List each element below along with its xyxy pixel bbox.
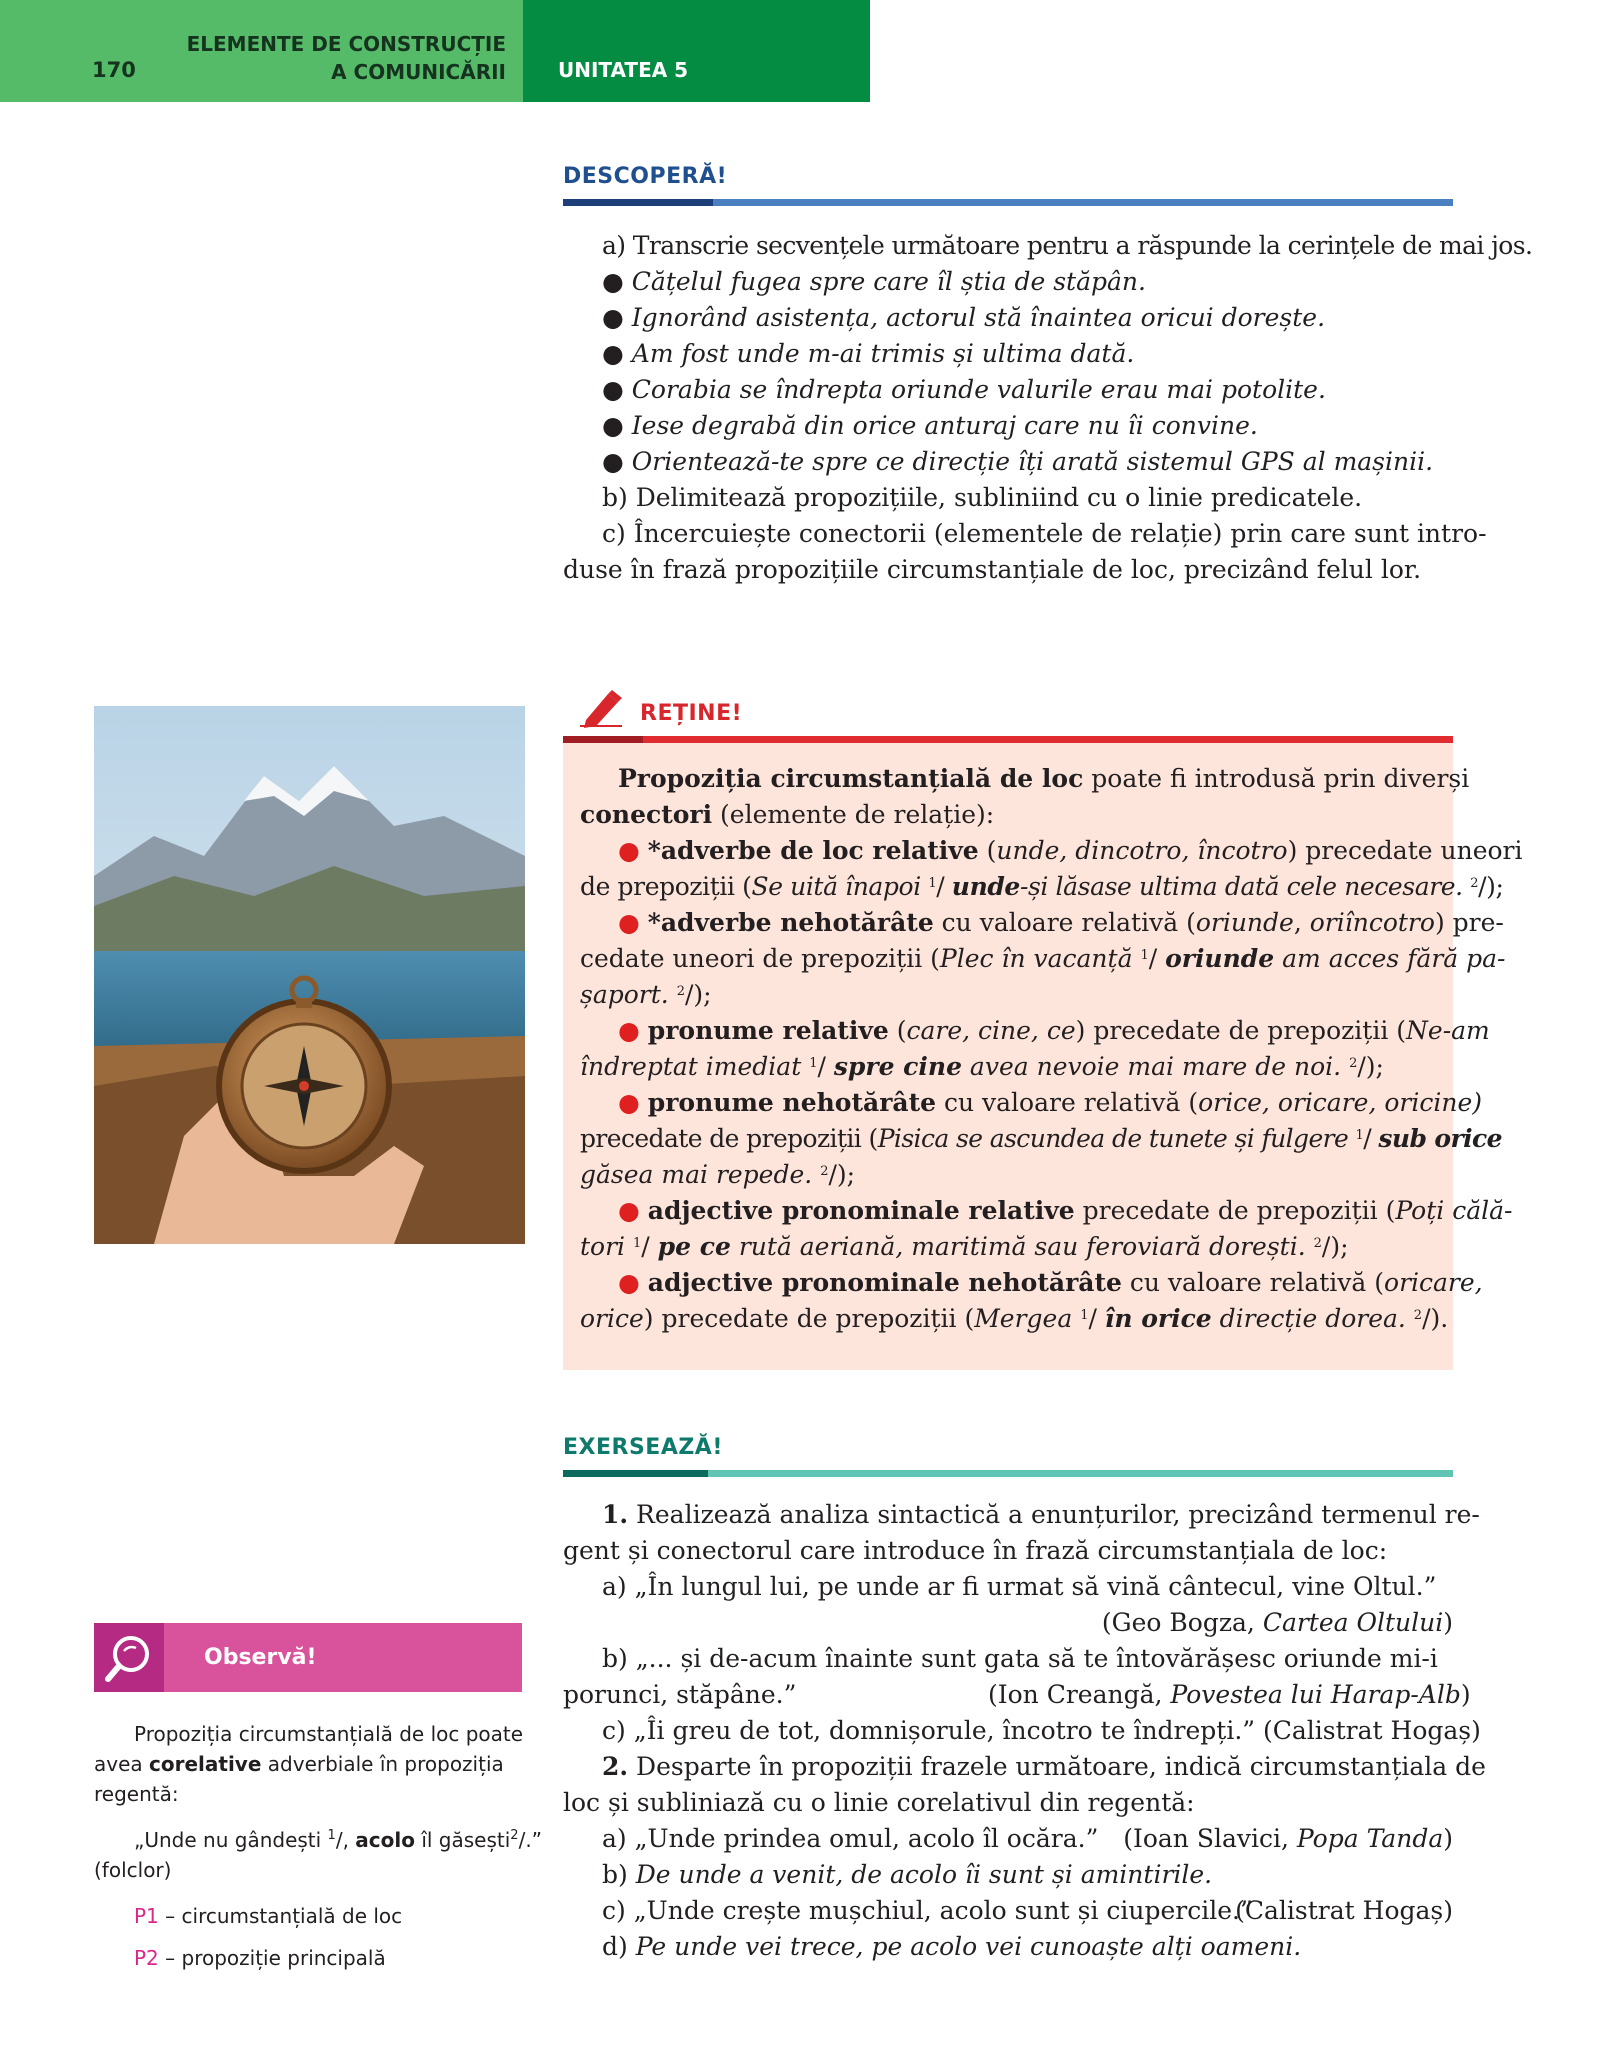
- retine-point-adverbe-nehotarate: ● *adverbe nehotărâte cu valoare relativă (oriunde, oriîncotro) pre-: [618, 908, 1504, 937]
- compass-mountain-photo: [94, 706, 525, 1244]
- descopera-item: ● Iese degrabă din orice anturaj care nu îi convine.: [602, 411, 1258, 440]
- observa-example: „Unde nu gândești $^1$/, acolo îl găsești$^2$/.”: [134, 1828, 543, 1852]
- retine-point-line: găsea mai repede. $^2$/);: [580, 1160, 856, 1189]
- ex2-d: d) Pe unde vei trece, pe acolo vei cunoaște alți oameni.: [602, 1932, 1302, 1961]
- ex2-line2: loc și subliniază cu o linie corelativul din regentă:: [563, 1788, 1195, 1817]
- ex1-b-line2: porunci, stăpâne.”: [563, 1680, 797, 1709]
- observa-p2: P2 – propoziție principală: [134, 1946, 386, 1970]
- retine-point-line: orice) precedate de prepoziții (Mergea $^1$/ în orice direcție dorea. $^2$/).: [580, 1304, 1449, 1333]
- magnifier-icon: [94, 1623, 164, 1692]
- retine-point-pronume-relative: ● pronume relative (care, cine, ce) precedate de prepoziții (Ne-am: [618, 1016, 1490, 1045]
- retine-point-line: îndreptat imediat $^1$/ spre cine avea nevoie mai mare de noi. $^2$/);: [580, 1052, 1384, 1081]
- descopera-item: ● Ignorând asistența, actorul stă înaintea oricui dorește.: [602, 303, 1326, 332]
- ex1-b-source: (Ion Creangă, Povestea lui Harap-Alb): [988, 1680, 1471, 1709]
- ex1-a-source: (Geo Bogza, Cartea Oltului): [1101, 1608, 1453, 1637]
- ex2-line1: 2. Desparte în propoziții frazele următoare, indică circumstanțiala de: [602, 1752, 1486, 1781]
- retine-point-line: șaport. $^2$/);: [580, 980, 712, 1009]
- retine-point-pronume-nehotarate: ● pronume nehotărâte cu valoare relativă (orice, oricare, oricine): [618, 1088, 1482, 1117]
- descopera-bar-light: [713, 199, 1453, 206]
- ex2-c: c) „Unde crește mușchiul, acolo sunt și ciupercile.”: [602, 1896, 1253, 1925]
- ex1-c: c) „Îi greu de tot, domnișorule, încotro te îndrepți.” (Calistrat Hogaș): [602, 1716, 1481, 1745]
- retine-point-line: precedate de prepoziții (Pisica se ascundea de tunete și fulgere $^1$/ sub orice: [580, 1124, 1502, 1153]
- retine-point-line: de prepoziții (Se uită înapoi $^1$/ unde-și lăsase ultima dată cele necesare. $^2$/);: [580, 872, 1504, 901]
- descopera-item: ● Corabia se îndrepta oriunde valurile erau mai potolite.: [602, 375, 1326, 404]
- observa-p1: P1 – circumstanțială de loc: [134, 1904, 403, 1928]
- retine-intro-line1: Propoziția circumstanțială de loc poate fi introdusă prin diverși: [618, 764, 1470, 793]
- observa-example-source: (folclor): [94, 1858, 172, 1882]
- ex2-c-source: (Calistrat Hogaș): [1235, 1896, 1453, 1925]
- retine-bar-dark: [563, 736, 643, 743]
- descopera-title: DESCOPERĂ!: [563, 164, 728, 189]
- retine-point-line: cedate uneori de prepoziții (Plec în vacanță $^1$/ oriunde am acces fără pa-: [580, 944, 1506, 973]
- retine-intro-line2: conectori (elemente de relație):: [580, 800, 995, 829]
- exerseaza-title: EXERSEAZĂ!: [563, 1435, 723, 1460]
- observa-line3: regentă:: [94, 1782, 179, 1806]
- ex2-a: a) „Unde prindea omul, acolo îl ocăra.”: [602, 1824, 1099, 1853]
- ex2-b: b) De unde a venit, de acolo îi sunt și amintirile.: [602, 1860, 1213, 1889]
- ex1-line2: gent și conectorul care introduce în frază circumstanțiala de loc:: [563, 1536, 1388, 1565]
- ex1-b: b) „... și de-acum înainte sunt gata să te întovărășesc oriunde mi-i: [602, 1644, 1438, 1673]
- retine-bar-light: [643, 736, 1453, 743]
- retine-point-adverbe-relative: ● *adverbe de loc relative (unde, dincotro, încotro) precedate uneori: [618, 836, 1523, 865]
- observa-title: Observă!: [204, 1645, 317, 1670]
- retine-pencil-icon: [578, 688, 624, 728]
- observa-line2: avea corelative adverbiale în propoziția: [94, 1752, 504, 1776]
- exerseaza-bar-light: [708, 1470, 1453, 1477]
- ex1-a: a) „În lungul lui, pe unde ar fi urmat să vină cântecul, vine Oltul.”: [602, 1572, 1437, 1601]
- retine-point-adjective-relative: ● adjective pronominale relative precedate de prepoziții (Poți călă-: [618, 1196, 1513, 1225]
- retine-title: REȚINE!: [640, 701, 743, 726]
- descopera-task-c-line1: c) Încercuiește conectorii (elementele de relație) prin care sunt intro-: [602, 519, 1487, 548]
- chapter-title-line1: ELEMENTE DE CONSTRUCȚIE: [186, 32, 506, 56]
- chapter-title: [187, 30, 506, 86]
- exerseaza-bar-dark: [563, 1470, 708, 1477]
- descopera-item: ● Am fost unde m-ai trimis și ultima dată.: [602, 339, 1135, 368]
- ex2-a-source: (Ioan Slavici, Popa Tanda): [1123, 1824, 1453, 1853]
- retine-point-line: tori $^1$/ pe ce rută aeriană, maritimă sau feroviară dorești. $^2$/);: [580, 1232, 1349, 1261]
- chapter-title-line2: A COMUNICĂRII: [331, 60, 506, 84]
- observa-line1: Propoziția circumstanțială de loc poate: [134, 1722, 524, 1746]
- page-number: 170: [92, 58, 136, 82]
- descopera-bar-dark: [563, 199, 713, 206]
- descopera-item: ● Cățelul fugea spre care îl știa de stăpân.: [602, 267, 1146, 296]
- observa-icon-box: [94, 1623, 164, 1692]
- header-right-band: [523, 0, 870, 102]
- descopera-task-c-line2: duse în frază propozițiile circumstanțiale de loc, precizând felul lor.: [563, 555, 1422, 584]
- descopera-task-b: b) Delimitează propozițiile, subliniind cu o linie predicatele.: [602, 483, 1363, 512]
- descopera-task-a: a) Transcrie secvențele următoare pentru a răspunde la cerințele de mai jos.: [602, 231, 1533, 260]
- descopera-item: ● Orientează-te spre ce direcție îți arată sistemul GPS al mașinii.: [602, 447, 1434, 476]
- unit-label: UNITATEA 5: [558, 58, 689, 82]
- ex1-line1: 1. Realizează analiza sintactică a enunțurilor, precizând termenul re-: [602, 1500, 1480, 1529]
- retine-point-adjective-nehotarate: ● adjective pronominale nehotărâte cu valoare relativă (oricare,: [618, 1268, 1483, 1297]
